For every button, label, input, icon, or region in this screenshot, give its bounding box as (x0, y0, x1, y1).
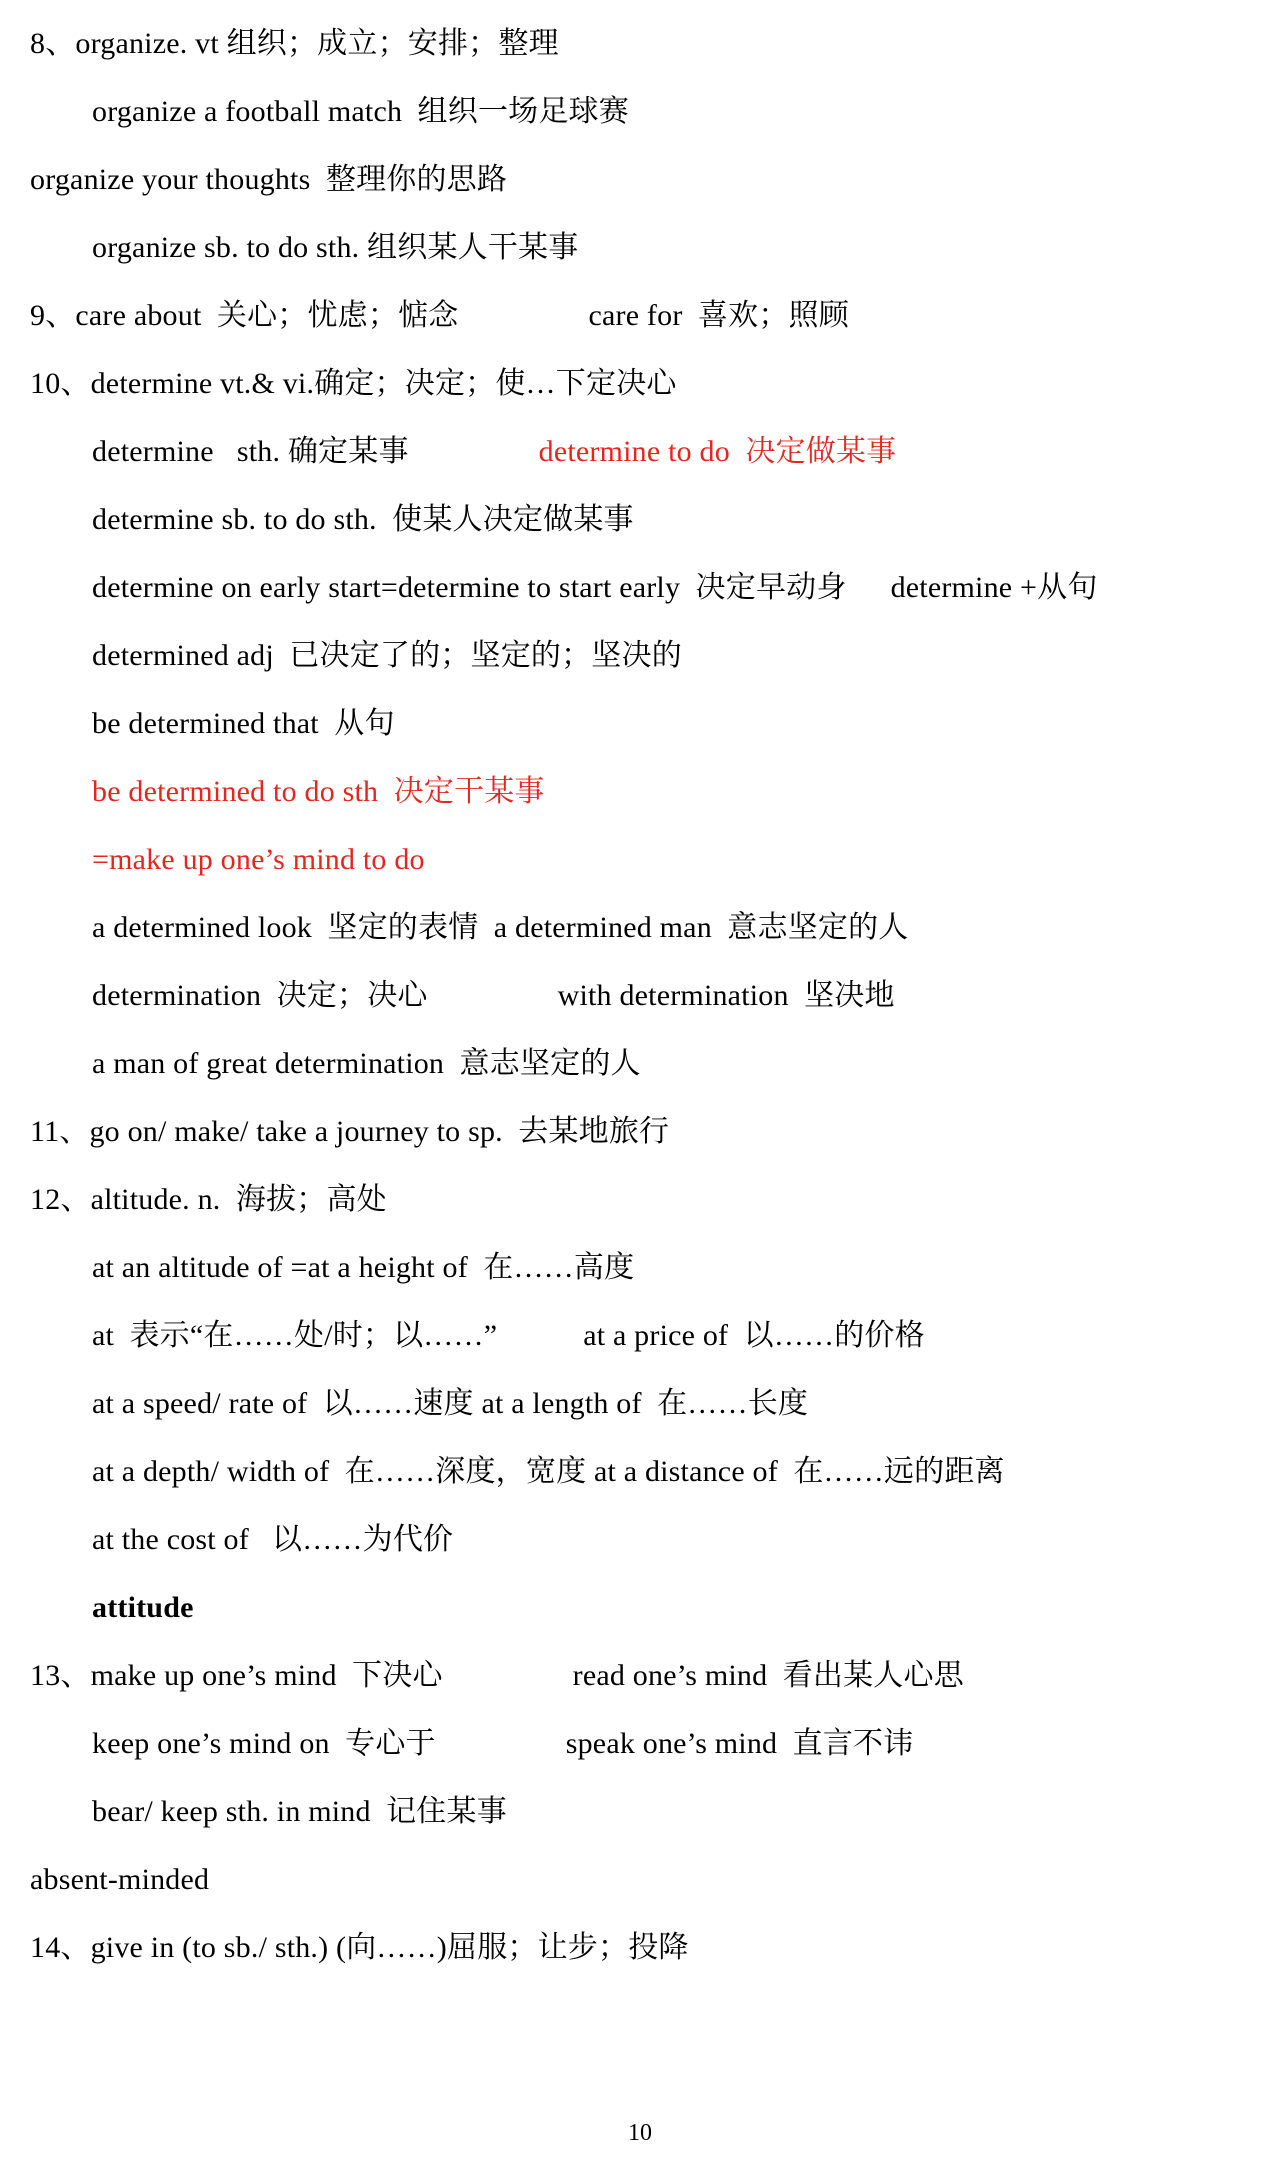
line-text-secondary: with determination 坚决地 (557, 979, 895, 1012)
line-text: determine sb. to do sth. 使某人决定做某事 (92, 503, 634, 536)
line-text: 8、organize. vt 组织；成立；安排；整理 (30, 27, 559, 60)
text-line (30, 1914, 1240, 1982)
text-line (30, 1098, 1240, 1166)
text-line (30, 350, 1240, 418)
line-text: be determined that 从句 (92, 707, 395, 740)
page-number: 10 (628, 2120, 652, 2146)
text-line (92, 78, 1240, 146)
line-text-highlight: be determined to do sth 决定干某事 (92, 775, 545, 808)
text-line (92, 1574, 1240, 1642)
text-line (30, 1642, 1240, 1710)
text-line (92, 1370, 1240, 1438)
line-text: determine on early start=determine to start early 决定早动身 (92, 571, 847, 604)
line-text: at a speed/ rate of 以……速度 at a length of 在……长度 (92, 1387, 809, 1420)
text-line (30, 282, 1240, 350)
line-text: organize sb. to do sth. 组织某人干某事 (92, 231, 579, 264)
line-text: 11、go on/ make/ take a journey to sp. 去某地旅行 (30, 1115, 670, 1148)
text-line (92, 690, 1240, 758)
line-text: determination 决定；决心 (92, 979, 428, 1012)
line-text: at 表示“在……处/时；以……” (92, 1319, 498, 1352)
text-line (92, 622, 1240, 690)
line-text: 14、give in (to sb./ sth.) (向……)屈服；让步；投降 (30, 1931, 689, 1964)
line-text-bold: attitude (92, 1591, 194, 1624)
line-text: a determined look 坚定的表情 a determined man 意志坚定的人 (92, 911, 909, 944)
text-line (92, 1030, 1240, 1098)
line-text-secondary: care for 喜欢；照顾 (588, 299, 849, 332)
text-line (92, 554, 1240, 622)
text-line (30, 1846, 1240, 1914)
line-text: absent-minded (30, 1863, 210, 1896)
line-text-secondary: speak one’s mind 直言不讳 (565, 1727, 914, 1760)
line-text-secondary: read one’s mind 看出某人心思 (572, 1659, 964, 1692)
line-text: at the cost of 以……为代价 (92, 1523, 454, 1556)
line-text: organize your thoughts 整理你的思路 (30, 163, 508, 196)
line-text: keep one’s mind on 专心于 (92, 1727, 436, 1760)
text-line (92, 894, 1240, 962)
text-line (30, 146, 1240, 214)
line-text: 9、care about 关心；忧虑；惦念 (30, 299, 459, 332)
line-text: at an altitude of =at a height of 在……高度 (92, 1251, 635, 1284)
text-line (92, 1234, 1240, 1302)
text-line (92, 1710, 1240, 1778)
line-text: determined adj 已决定了的；坚定的；坚决的 (92, 639, 682, 672)
text-line (92, 418, 1240, 486)
line-text-secondary: at a price of 以……的价格 (583, 1319, 925, 1352)
text-line (92, 1778, 1240, 1846)
line-text: at a depth/ width of 在……深度，宽度 at a distance of 在……远的距离 (92, 1455, 1005, 1488)
line-text-secondary: determine +从句 (890, 571, 1098, 604)
line-text: 12、altitude. n. 海拔；高处 (30, 1183, 387, 1216)
text-line (92, 758, 1240, 826)
line-text: determine sth. 确定某事 (92, 435, 409, 468)
line-text-highlight: =make up one’s mind to do (92, 843, 425, 876)
text-line (30, 10, 1240, 78)
text-line (92, 1302, 1240, 1370)
line-text: a man of great determination 意志坚定的人 (92, 1047, 641, 1080)
text-line (92, 214, 1240, 282)
text-line (92, 1506, 1240, 1574)
text-line (92, 486, 1240, 554)
text-line (92, 962, 1240, 1030)
text-line (92, 1438, 1240, 1506)
line-text: bear/ keep sth. in mind 记住某事 (92, 1795, 507, 1828)
line-text: 10、determine vt.& vi.确定；决定；使…下定决心 (30, 367, 677, 400)
line-text-highlight: determine to do 决定做某事 (538, 435, 897, 468)
text-line (30, 1166, 1240, 1234)
text-line (92, 826, 1240, 894)
line-text: organize a football match 组织一场足球赛 (92, 95, 629, 128)
line-text: 13、make up one’s mind 下决心 (30, 1659, 443, 1692)
